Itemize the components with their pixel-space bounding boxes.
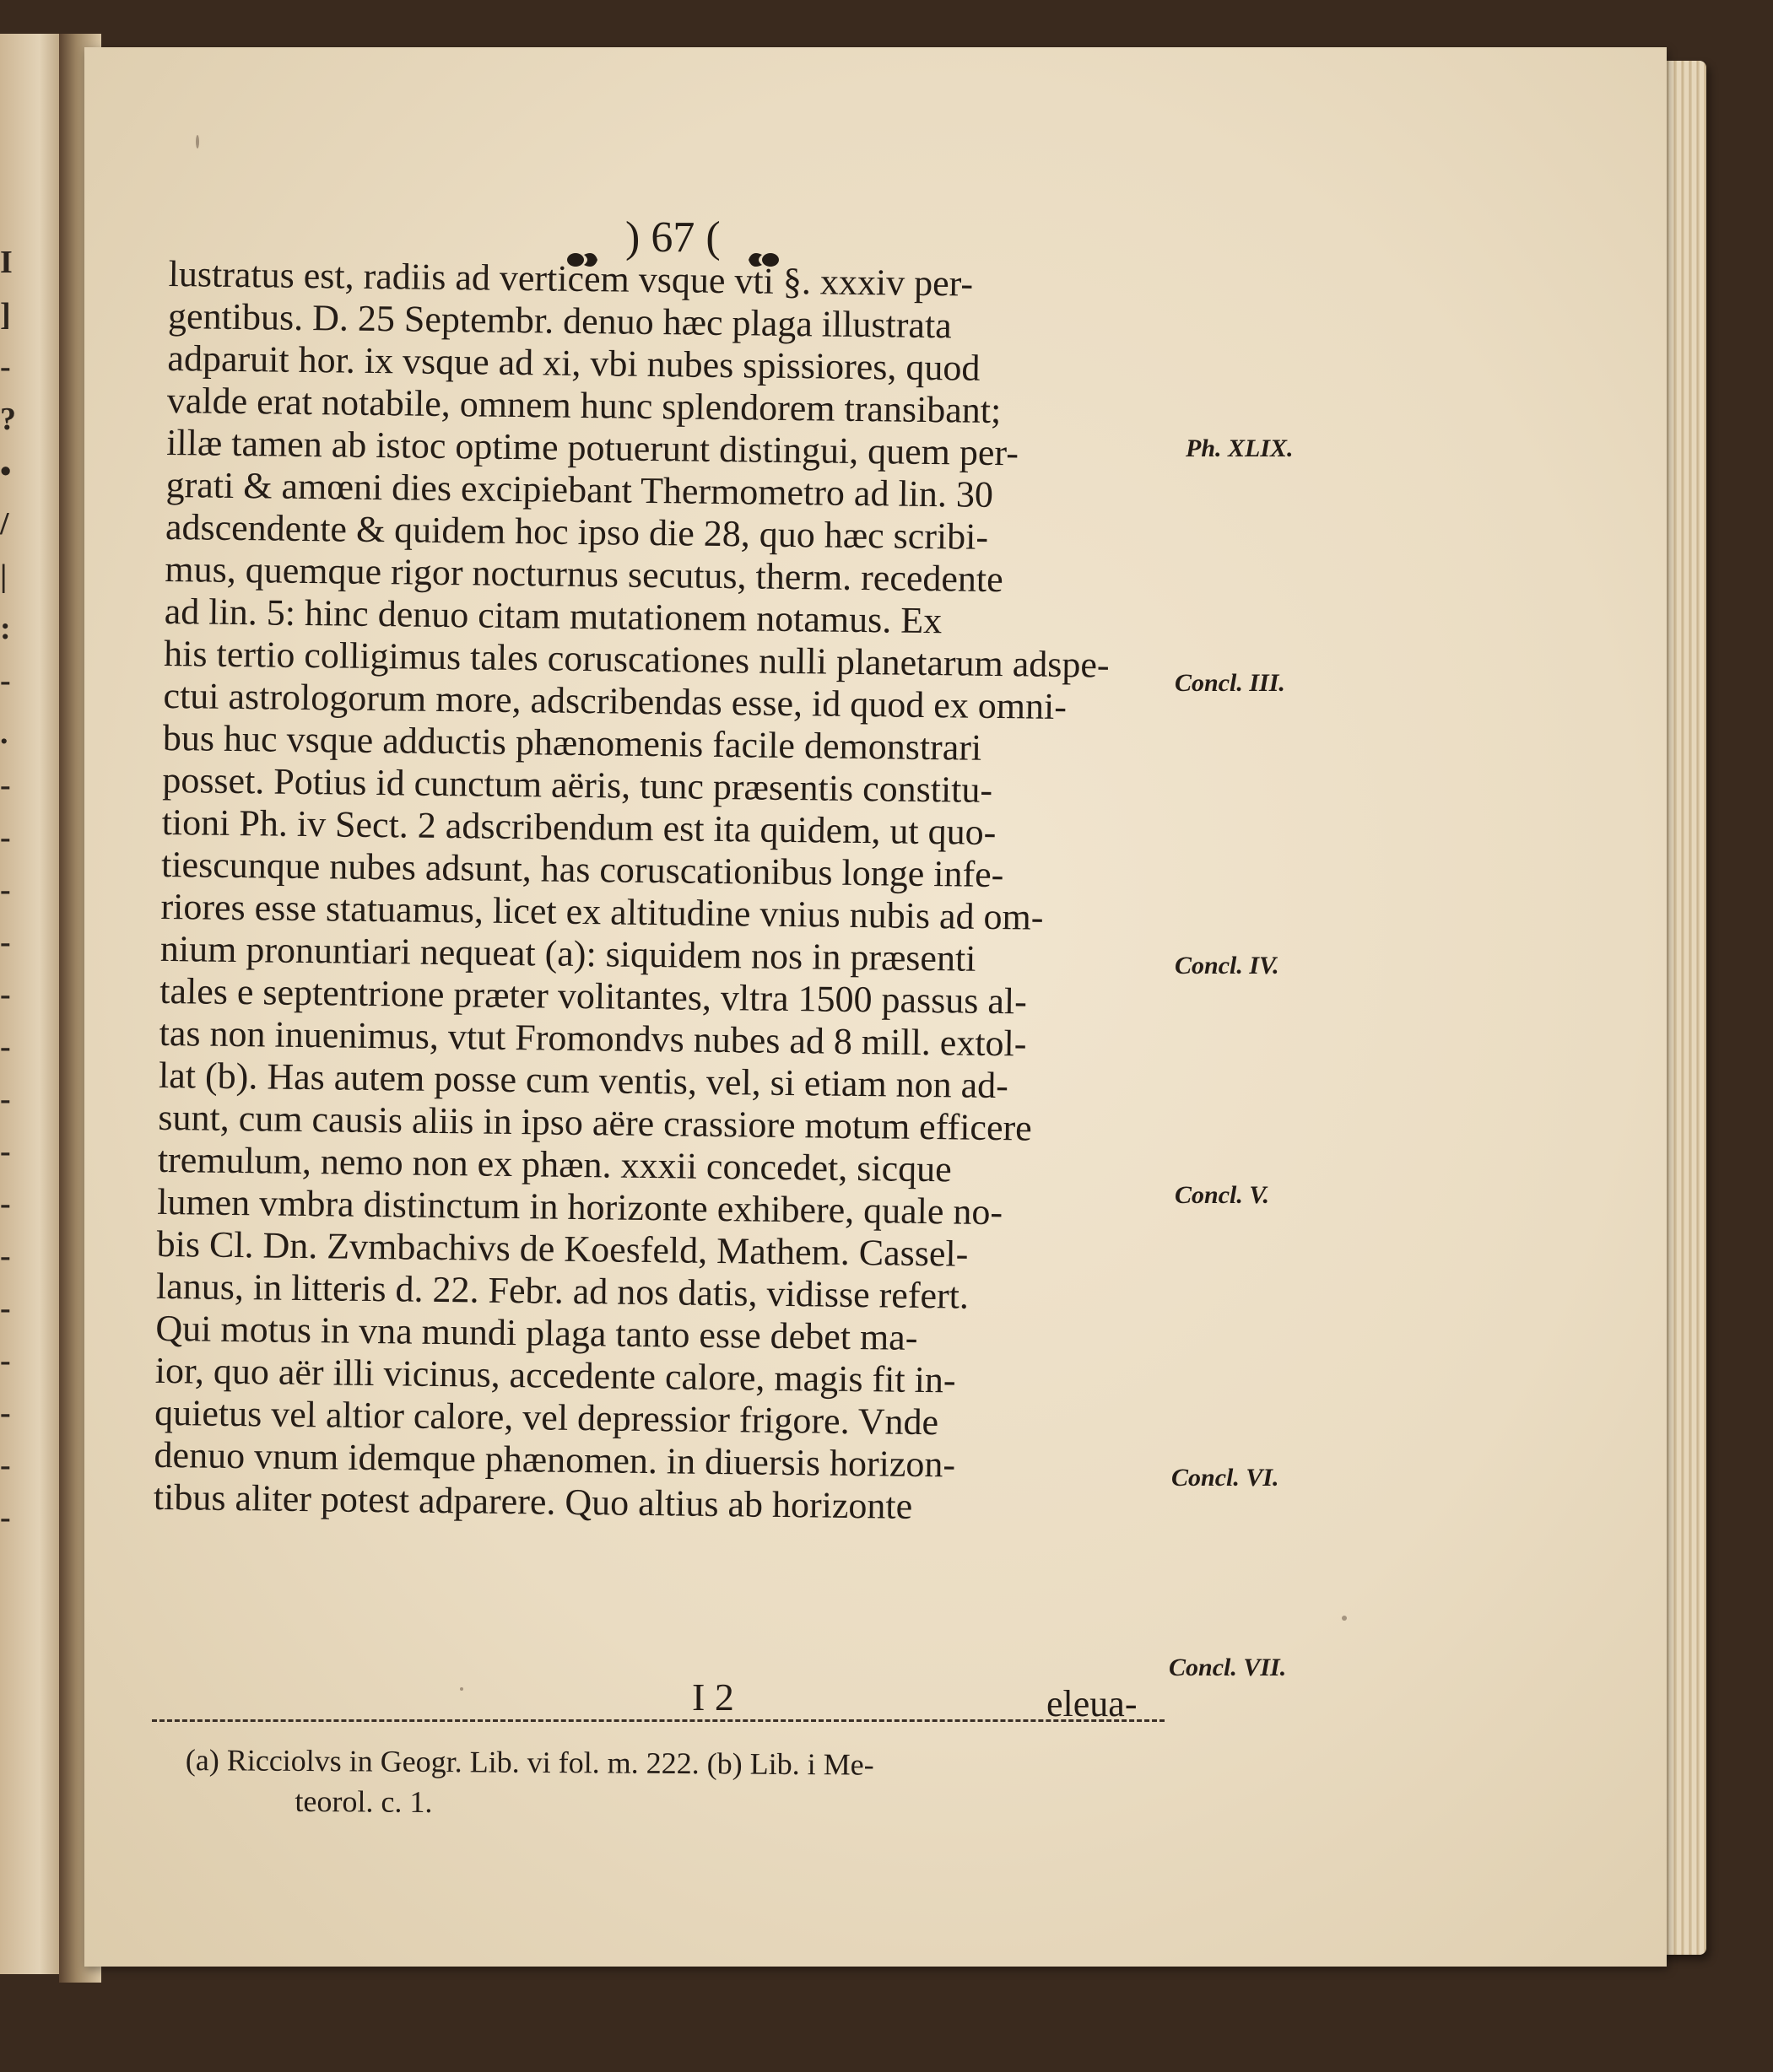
text-line: ctui astrologorum more, adscribendas esse, id quod ex omni- xyxy=(163,674,1068,728)
text-line: tales e septentrione præter volitantes, vltra 1500 passus al- xyxy=(159,969,1028,1023)
margin-note-concl-vii: Concl. VII. xyxy=(1169,1654,1287,1681)
footnote-line: teorol. c. 1. xyxy=(295,1783,433,1820)
text-line: nium pronuntiari nequeat (a): siquidem nos in præsenti xyxy=(159,927,976,979)
body-text xyxy=(154,253,1181,1531)
text-line: adscendente & quidem hoc ipso die 28, quo hæc scribi- xyxy=(165,505,989,558)
text-line: ad lin. 5: hinc denuo citam mutationem notamus. Ex xyxy=(164,590,943,642)
running-head xyxy=(565,213,869,263)
paper-speck xyxy=(460,1687,463,1691)
text-line: tioni Ph. iv Sect. 2 adscribendum est ita quidem, ut quo- xyxy=(161,801,997,854)
margin-note-concl-iv: Concl. IV. xyxy=(1175,952,1279,979)
text-line: lanus, in litteris d. 22. Febr. ad nos datis, vidisse refert. xyxy=(155,1265,970,1317)
catchword: eleua- xyxy=(1046,1683,1138,1724)
text-line: lat (b). Has autem posse cum ventis, vel, si etiam non ad- xyxy=(158,1054,1009,1107)
facing-page-edge xyxy=(0,34,66,1974)
text-line: tiescunque nubes adsunt, has coruscationibus longe infe- xyxy=(160,843,1004,896)
running-head-left-mark: ) xyxy=(625,213,641,262)
text-line: adparuit hor. ix vsque ad xi, vbi nubes spissiores, quod xyxy=(167,337,981,389)
text-line: mus, quemque rigor nocturnus secutus, therm. recedente xyxy=(165,548,1004,601)
text-line: his tertio colligimus tales coruscationes nulli planetarum adspe- xyxy=(163,632,1110,686)
footnote-line: (a) Ricciolvs in Geogr. Lib. vi fol. m. 222. (b) Lib. i Me- xyxy=(185,1743,874,1782)
facing-page-text-fragments: I ] - ? • / | : - . - - - - - - - - - - - - - - - xyxy=(0,245,16,1535)
running-head-right-mark: ( xyxy=(705,213,721,262)
left-ornament-icon xyxy=(565,231,614,251)
text-line: bis Cl. Dn. Zvmbachivs de Koesfeld, Mathem. Cassel- xyxy=(156,1222,969,1275)
text-line: lustratus est, radiis ad verticem vsque vti §. xxxiv per- xyxy=(168,253,974,305)
margin-note-ph-xlix: Ph. XLIX. xyxy=(1186,434,1294,462)
paper-speck xyxy=(1342,1616,1347,1621)
text-line: tibus aliter potest adparere. Quo altius ab horizonte xyxy=(153,1476,913,1527)
text-line: grati & amœni dies excipiebant Thermometro ad lin. 30 xyxy=(165,463,994,515)
text-line: valde erat notabile, omnem hunc splendorem transibant; xyxy=(166,379,1002,432)
text-line: Qui motus in vna mundi plaga tanto esse debet ma- xyxy=(155,1307,918,1358)
text-line: gentibus. D. 25 Septembr. denuo hæc plaga illustrata xyxy=(167,294,953,347)
text-line: quietus vel altior calore, vel depressior frigore. Vnde xyxy=(154,1391,939,1443)
text-line: denuo vnum idemque phænomen. in diuersis horizon- xyxy=(154,1433,956,1486)
text-line: tas non inuenimus, vtut Fromondvs nubes ad 8 mill. extol- xyxy=(159,1012,1027,1065)
margin-note-concl-vi: Concl. VI. xyxy=(1171,1464,1279,1492)
paper-speck xyxy=(196,135,199,148)
text-line: bus huc vsque adductis phænomenis facile demonstrari xyxy=(162,716,982,769)
text-line: tremulum, nemo non ex phæn. xxxii concedet, sicque xyxy=(157,1138,953,1190)
page-number: 67 xyxy=(651,213,695,262)
signature-mark: I 2 xyxy=(692,1675,734,1719)
text-line: riores esse statuamus, licet ex altitudine vnius nubis ad om- xyxy=(160,885,1044,938)
text-line: illæ tamen ab istoc optime potuerunt distingui, quem per- xyxy=(165,421,1019,474)
footnote-rule xyxy=(152,1719,1165,1722)
margin-note-concl-iii: Concl. III. xyxy=(1175,669,1285,697)
footnotes xyxy=(185,1740,1181,1827)
text-line: lumen vmbra distinctum in horizonte exhibere, quale no- xyxy=(156,1180,1003,1233)
text-line: posset. Potius id cunctum aëris, tunc præsentis constitu- xyxy=(162,758,993,811)
text-line: sunt, cum causis aliis in ipso aëre crassiore motum efficere xyxy=(158,1096,1033,1149)
margin-note-concl-v: Concl. V. xyxy=(1175,1181,1269,1209)
right-ornament-icon xyxy=(732,231,781,251)
text-line: ior, quo aër illi vicinus, accedente calore, magis fit in- xyxy=(154,1349,956,1401)
